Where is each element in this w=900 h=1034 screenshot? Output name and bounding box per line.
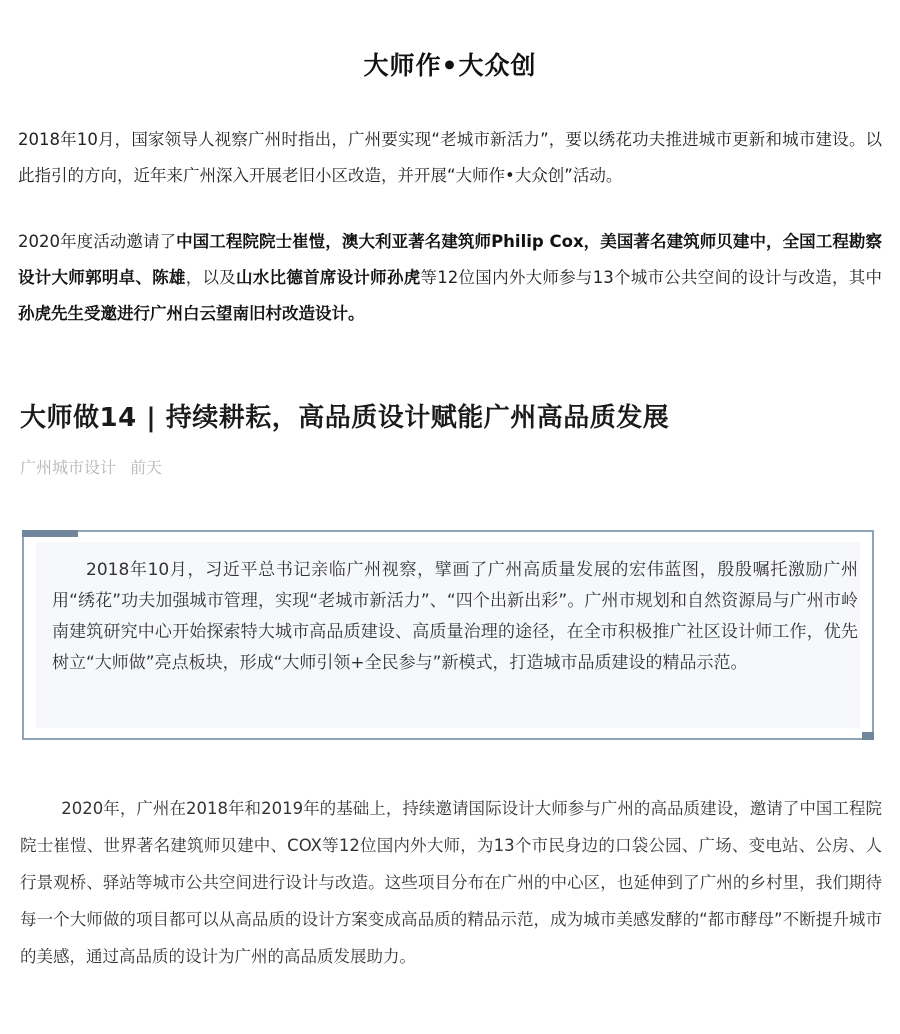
intro-p2-text-2: ，以及 bbox=[185, 268, 237, 287]
article-source-link[interactable]: 广州城市设计 bbox=[20, 458, 117, 477]
intro-p2-bold-3: 孙虎先生受邀进行广州白云望南旧村改造设计。 bbox=[18, 304, 365, 323]
quote-corner-decoration-bottom bbox=[862, 732, 874, 740]
article-meta bbox=[20, 455, 162, 478]
intro-p2-bold-2: 山水比德首席设计师孙虎 bbox=[236, 268, 421, 287]
intro-p2-text-1: 2020年度活动邀请了 bbox=[18, 232, 177, 251]
intro-p2-text-3: 等12位国内外大师参与13个城市公共空间的设计与改造，其中 bbox=[420, 268, 883, 287]
body-paragraph: 2020年，广州在2018年和2019年的基础上，持续邀请国际设计大师参与广州的高品质建设，邀请了中国工程院院士崔愷、世界著名建筑师贝建中、COX等12位国内外大师，为13个市民身边的口袋公园、广场、变电站、公房、人行景观桥、驿站等城市公共空间进行设计与改造。这些项目分布在广州的中心区，也延伸到了广州的乡村里，我们期待每一个大师做的项目都可以从高品质的设计方案变成高品质的精品示范，成为城市美感发酵的“都市酵母”不断提升城市的美感，通过高品质的设计为广州的高品质发展助力。 bbox=[20, 799, 882, 966]
article-title: 大师做14 | 持续耕耘，高品质设计赋能广州高品质发展 bbox=[20, 403, 670, 433]
intro-paragraph-1: 2018年10月，国家领导人视察广州时指出，广州要实现“老城市新活力”，要以绣花功夫推进城市更新和城市建设。以此指引的方向，近年来广州深入开展老旧小区改造，并开展“大师作•大众创”活动。 bbox=[18, 130, 882, 185]
quote-box bbox=[22, 530, 874, 740]
quote-text: 2018年10月，习近平总书记亲临广州视察，擘画了广州高质量发展的宏伟蓝图，殷殷嘱托激励广州用“绣花”功夫加强城市管理，实现“老城市新活力”、“四个出新出彩”。广州市规划和自然资源局与广州市岭南建筑研究中心开始探索特大城市高品质建设、高质量治理的途径，在全市积极推广社区设计师工作，优先树立“大师做”亮点板块，形成“大师引领+全民参与”新模式，打造城市品质建设的精品示范。 bbox=[52, 560, 858, 673]
main-title: 大师作•大众创 bbox=[363, 51, 537, 80]
intro-paragraph-2 bbox=[18, 224, 882, 332]
quote-corner-decoration bbox=[22, 530, 78, 537]
intro-p2-bold-1: 中国工程院院士崔愷，澳大利亚著名建筑师Philip Cox，美国著名建筑师贝建中，全国工程勘察设计大师郭明卓、陈雄 bbox=[18, 232, 882, 287]
article-time: 前天 bbox=[130, 458, 163, 477]
